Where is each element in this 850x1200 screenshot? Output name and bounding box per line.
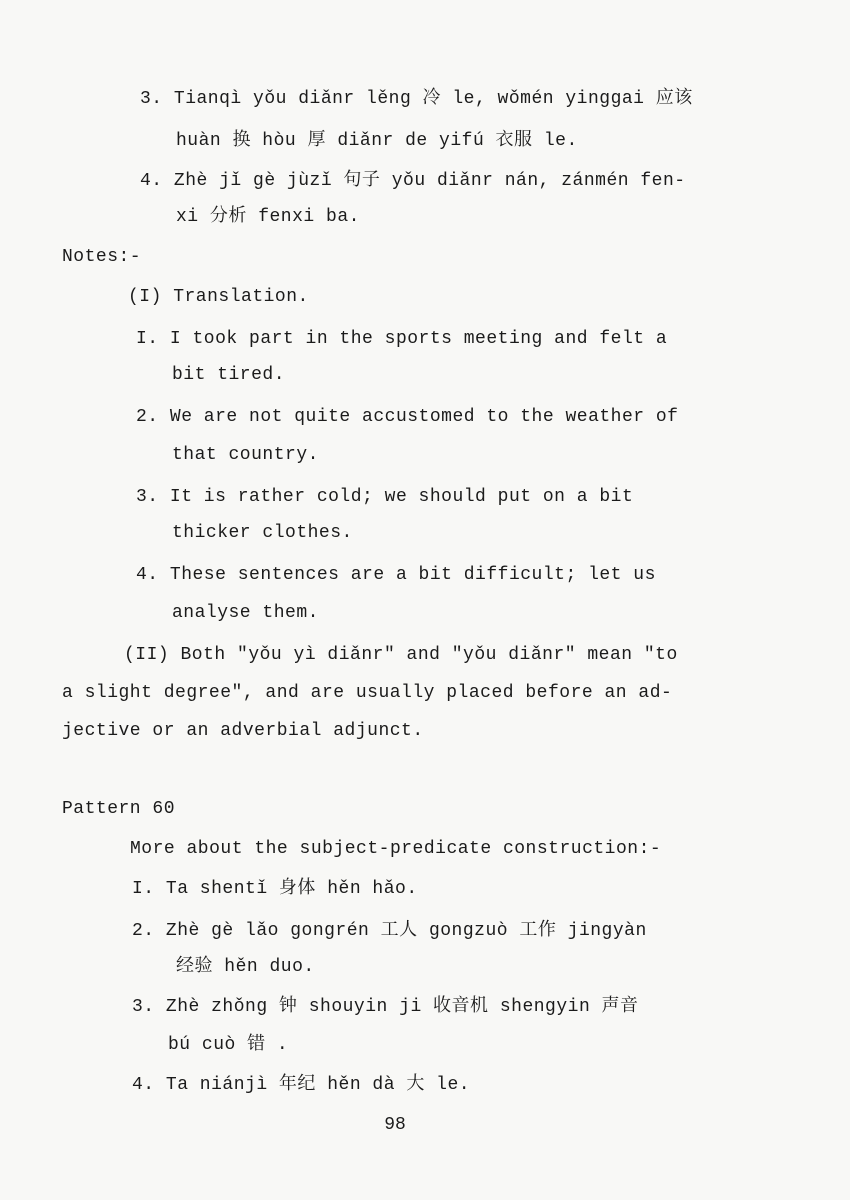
translation-line: bit tired.	[172, 365, 286, 385]
pattern-example-line: I. Ta shentǐ 身体 hěn hǎo.	[132, 879, 418, 899]
translation-line: analyse them.	[172, 603, 319, 623]
note-paragraph-line: (II) Both "yǒu yì diǎnr" and "yǒu diǎnr" mean "to	[124, 645, 678, 665]
example-line: 3. Tianqì yǒu diǎnr lěng 冷 le, wǒmén yinggai 应该	[140, 89, 693, 109]
note-paragraph-line: a slight degree", and are usually placed before an ad-	[62, 683, 673, 703]
pattern-intro: More about the subject-predicate construction:-	[130, 839, 662, 859]
page-number: 98	[384, 1115, 406, 1135]
note-paragraph-line: jective or an adverbial adjunct.	[62, 721, 424, 741]
translation-line: thicker clothes.	[172, 523, 353, 543]
notes-section-heading: (I) Translation.	[128, 287, 309, 307]
translation-line: 3. It is rather cold; we should put on a bit	[136, 487, 634, 507]
pattern-example-line: 经验 hěn duo.	[176, 957, 315, 977]
translation-line: that country.	[172, 445, 319, 465]
example-line: 4. Zhè jǐ gè jùzǐ 句子 yǒu diǎnr nán, zánmén fen-	[140, 171, 686, 191]
notes-heading: Notes:-	[62, 247, 142, 267]
translation-line: 2. We are not quite accustomed to the weather of	[136, 407, 679, 427]
translation-line: 4. These sentences are a bit difficult; let us	[136, 565, 656, 585]
example-line: xi 分析 fenxi ba.	[176, 207, 360, 227]
pattern-example-line: 2. Zhè gè lǎo gongrén 工人 gongzuò 工作 jingyàn	[132, 921, 647, 941]
translation-line: I. I took part in the sports meeting and felt a	[136, 329, 668, 349]
example-line: huàn 换 hòu 厚 diǎnr de yifú 衣服 le.	[176, 131, 578, 151]
pattern-example-line: bú cuò 错 .	[168, 1035, 289, 1055]
pattern-example-line: 3. Zhè zhǒng 钟 shouyin ji 收音机 shengyin 声音	[132, 997, 639, 1017]
pattern-title: Pattern 60	[62, 799, 176, 819]
pattern-example-line: 4. Ta niánjì 年纪 hěn dà 大 le.	[132, 1075, 471, 1095]
